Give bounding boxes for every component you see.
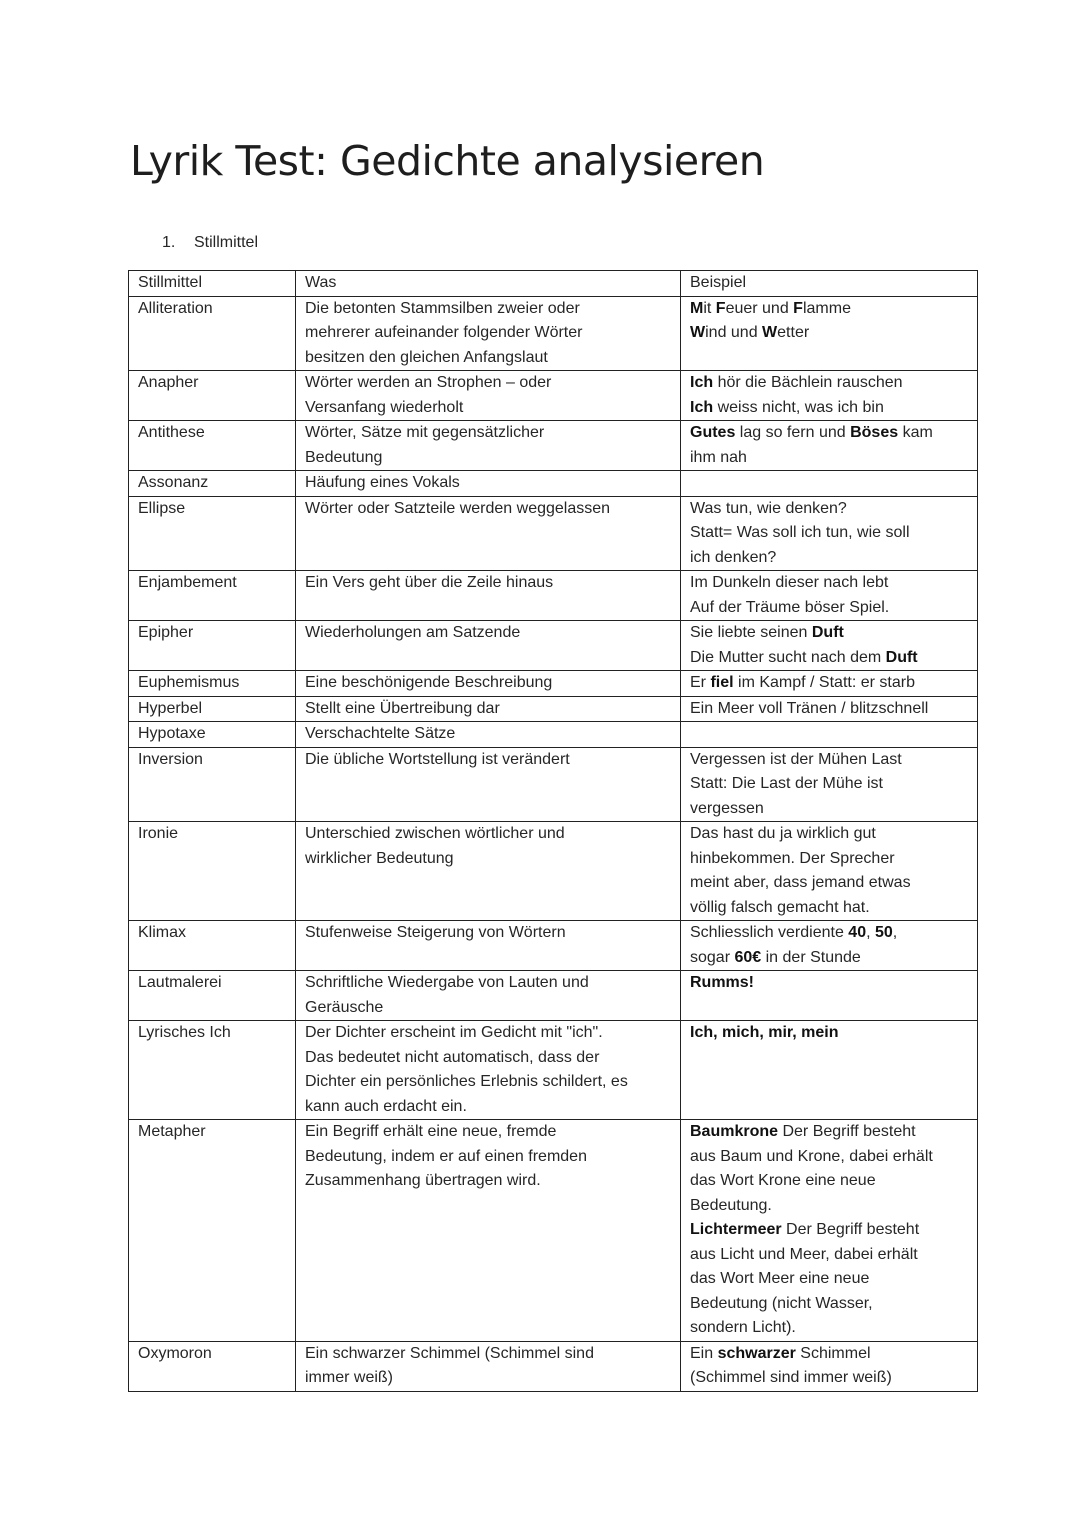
cell-line: mehrerer aufeinander folgender Wörter [305, 324, 583, 341]
cell-was [296, 971, 681, 1021]
table-row [129, 496, 978, 571]
cell-line: Geräusche [305, 998, 384, 1016]
example-emphasis: Ich [690, 374, 714, 391]
cell-beispiel [681, 671, 978, 697]
cell-line: Eine beschönigende Beschreibung [305, 674, 553, 691]
example-emphasis: Duft [885, 648, 918, 666]
example-text: Der Begriff besteht [781, 1221, 920, 1238]
example-text: kam [898, 424, 933, 441]
cell-line: Der Dichter erscheint im Gedicht mit "ich". [305, 1024, 603, 1041]
example-line [690, 822, 973, 847]
example-emphasis: Böses [850, 424, 899, 441]
cell-line: Wörter oder Satzteile werden weggelassen [305, 499, 611, 517]
example-text: Statt= Was soll ich tun, wie soll [690, 524, 910, 541]
example-text: ind und [705, 324, 763, 341]
cell-beispiel [681, 822, 978, 921]
header-stillmittel: Stillmittel [129, 271, 296, 297]
cell-line: Wörter, Sätze mit gegensätzlicher [305, 424, 545, 441]
example-text: hör die Bächlein rauschen [713, 374, 903, 391]
cell-stilmittel: Inversion [129, 747, 296, 822]
stilmittel-table [128, 270, 978, 1392]
example-emphasis: F [793, 299, 803, 317]
section-label: Stillmittel [194, 234, 259, 251]
example-line [690, 748, 973, 773]
cell-line: Ein Begriff erhält eine neue, fremde [305, 1123, 557, 1140]
example-text: (Schimmel sind immer weiß) [690, 1369, 892, 1386]
cell-line: Wiederholungen am Satzende [305, 624, 521, 641]
example-text: Schimmel [795, 1344, 871, 1362]
example-text: sogar [690, 948, 735, 966]
example-text: Ein [690, 1344, 718, 1362]
example-line [690, 1169, 973, 1194]
example-text: aus Baum und Krone, dabei erhält [690, 1147, 933, 1165]
example-line [690, 671, 973, 696]
table-row [129, 722, 978, 748]
example-line [690, 521, 973, 546]
cell-was [296, 921, 681, 971]
example-text: das Wort Krone eine neue [690, 1172, 876, 1189]
cell-line: Zusammenhang übertragen wird. [305, 1172, 541, 1189]
example-line [690, 1316, 973, 1341]
cell-was [296, 1120, 681, 1342]
cell-beispiel [681, 571, 978, 621]
cell-line: Ein schwarzer Schimmel (Schimmel sind [305, 1344, 594, 1362]
example-line [690, 1120, 973, 1145]
example-text: , [866, 924, 875, 941]
example-text: etter [777, 324, 810, 341]
cell-line: Ein Vers geht über die Zeile hinaus [305, 574, 554, 591]
cell-stilmittel: Oxymoron [129, 1341, 296, 1391]
cell-stilmittel: Alliteration [129, 296, 296, 371]
example-text: Im Dunkeln dieser nach lebt [690, 574, 889, 591]
example-emphasis: Gutes [690, 424, 736, 441]
cell-beispiel [681, 496, 978, 571]
example-line [690, 847, 973, 872]
cell-stilmittel: Epipher [129, 621, 296, 671]
example-emphasis: W [762, 324, 778, 341]
cell-was [296, 421, 681, 471]
cell-stilmittel: Assonanz [129, 471, 296, 497]
cell-was [296, 496, 681, 571]
example-line [690, 1194, 973, 1219]
cell-beispiel [681, 371, 978, 421]
example-text: Sie liebte seinen [690, 624, 812, 641]
example-text: , [892, 924, 898, 941]
example-line [690, 596, 973, 621]
example-line [690, 1145, 973, 1170]
table-row [129, 296, 978, 371]
example-emphasis: Ich [690, 398, 714, 416]
example-line [690, 621, 973, 646]
cell-line: Bedeutung [305, 448, 383, 466]
example-line [690, 1243, 973, 1268]
cell-stilmittel: Anapher [129, 371, 296, 421]
table-row [129, 421, 978, 471]
cell-stilmittel: Lyrisches Ich [129, 1021, 296, 1120]
example-text: ihm nah [690, 448, 747, 466]
example-text: vergessen [690, 799, 764, 817]
example-line [690, 871, 973, 896]
example-line [690, 697, 973, 722]
example-text: das Wort Meer eine neue [690, 1270, 870, 1287]
example-text: weiss nicht, was ich bin [713, 398, 884, 416]
cell-beispiel [681, 696, 978, 722]
example-line [690, 896, 973, 921]
example-emphasis: F [715, 299, 726, 317]
example-text: Schliesslich verdiente [690, 924, 849, 941]
example-text: it [703, 299, 716, 317]
cell-line: Stellt eine Übertreibung dar [305, 699, 500, 717]
cell-was [296, 621, 681, 671]
cell-was [296, 471, 681, 497]
section-heading [162, 232, 258, 254]
cell-stilmittel: Lautmalerei [129, 971, 296, 1021]
table-header-row [129, 271, 978, 297]
example-line [690, 1292, 973, 1317]
example-text: euer und [725, 299, 794, 317]
example-text: Auf der Träume böser Spiel. [690, 598, 890, 616]
example-emphasis: fiel [710, 674, 734, 691]
example-text: völlig falsch gemacht hat. [690, 898, 870, 916]
example-text: hinbekommen. Der Sprecher [690, 849, 895, 867]
cell-was [296, 747, 681, 822]
cell-line: besitzen den gleichen Anfangslaut [305, 348, 548, 366]
example-line [690, 421, 973, 446]
example-emphasis: M [690, 299, 704, 317]
cell-stilmittel: Euphemismus [129, 671, 296, 697]
cell-line: Wörter werden an Strophen – oder [305, 374, 552, 391]
cell-beispiel [681, 296, 978, 371]
cell-beispiel [681, 722, 978, 748]
example-text: im Kampf / Statt: er starb [733, 674, 915, 691]
example-text: Der Begriff besteht [778, 1123, 916, 1140]
example-text: aus Licht und Meer, dabei erhält [690, 1245, 918, 1263]
example-line [690, 371, 973, 396]
example-line [690, 1021, 973, 1046]
cell-line: Das bedeutet nicht automatisch, dass der [305, 1048, 600, 1066]
example-emphasis: 50 [874, 924, 893, 941]
header-beispiel: Beispiel [681, 271, 978, 297]
example-line [690, 946, 973, 971]
cell-beispiel [681, 971, 978, 1021]
example-text: Das hast du ja wirklich gut [690, 825, 876, 842]
cell-beispiel [681, 621, 978, 671]
example-line [690, 321, 973, 346]
cell-line: Dichter ein persönliches Erlebnis schildert, es [305, 1073, 628, 1090]
cell-was [296, 696, 681, 722]
example-emphasis: Ich, mich, mir, mein [690, 1024, 839, 1041]
table-row [129, 971, 978, 1021]
example-emphasis: Rumms! [690, 974, 755, 991]
table-row [129, 371, 978, 421]
example-text: Bedeutung. [690, 1196, 772, 1214]
table-row [129, 822, 978, 921]
table-row [129, 696, 978, 722]
table-row [129, 621, 978, 671]
cell-line: Schriftliche Wiedergabe von Lauten und [305, 974, 589, 991]
example-text: Er [690, 674, 711, 691]
cell-beispiel [681, 421, 978, 471]
example-text: Die Mutter sucht nach dem [690, 648, 886, 666]
table-body [129, 296, 978, 1391]
cell-line: wirklicher Bedeutung [305, 849, 454, 867]
example-text: in der Stunde [761, 948, 861, 966]
cell-stilmittel: Ironie [129, 822, 296, 921]
example-emphasis: schwarzer [717, 1344, 796, 1362]
cell-line: Bedeutung, indem er auf einen fremden [305, 1147, 587, 1165]
table-row [129, 571, 978, 621]
example-line [690, 1267, 973, 1292]
example-line [690, 497, 973, 522]
example-emphasis: 60€ [734, 948, 762, 966]
example-text: lamme [802, 299, 851, 317]
cell-stilmittel: Hyperbel [129, 696, 296, 722]
example-text: Vergessen ist der Mühen Last [690, 750, 902, 768]
cell-line: Häufung eines Vokals [305, 474, 460, 491]
example-line [690, 546, 973, 571]
cell-stilmittel: Ellipse [129, 496, 296, 571]
example-text: Statt: Die Last der Mühe ist [690, 775, 883, 792]
cell-beispiel [681, 747, 978, 822]
example-line [690, 297, 973, 322]
cell-line: Stufenweise Steigerung von Wörtern [305, 924, 566, 941]
cell-stilmittel: Hypotaxe [129, 722, 296, 748]
example-emphasis: Baumkrone [690, 1123, 779, 1140]
cell-line: Unterschied zwischen wörtlicher und [305, 825, 565, 842]
cell-was [296, 1341, 681, 1391]
header-was: Was [296, 271, 681, 297]
cell-beispiel [681, 921, 978, 971]
table-row [129, 671, 978, 697]
cell-line: Versanfang wiederholt [305, 398, 464, 416]
example-line [690, 797, 973, 822]
example-text: Ein Meer voll Tränen / blitzschnell [690, 699, 929, 717]
cell-stilmittel: Metapher [129, 1120, 296, 1342]
example-line [690, 921, 973, 946]
cell-was [296, 1021, 681, 1120]
cell-was [296, 722, 681, 748]
example-text: Bedeutung (nicht Wasser, [690, 1294, 873, 1312]
table-row [129, 1341, 978, 1391]
cell-line: Verschachtelte Sätze [305, 725, 456, 742]
cell-was [296, 671, 681, 697]
cell-stilmittel: Enjambement [129, 571, 296, 621]
example-line [690, 646, 973, 671]
example-line [690, 446, 973, 471]
example-text: lag so fern und [735, 424, 851, 441]
cell-stilmittel: Antithese [129, 421, 296, 471]
example-text: sondern Licht). [690, 1319, 796, 1336]
cell-beispiel [681, 1021, 978, 1120]
example-line [690, 1342, 973, 1367]
example-line [690, 396, 973, 421]
cell-was [296, 296, 681, 371]
example-text: ich denken? [690, 548, 777, 566]
example-line [690, 1218, 973, 1243]
cell-line: kann auch erdacht ein. [305, 1097, 467, 1115]
example-text: meint aber, dass jemand etwas [690, 874, 911, 891]
table-row [129, 747, 978, 822]
cell-line: Die betonten Stammsilben zweier oder [305, 299, 580, 317]
example-emphasis: W [690, 324, 706, 341]
example-text: Was tun, wie denken? [690, 499, 847, 517]
table-row [129, 1021, 978, 1120]
example-line [690, 971, 973, 996]
cell-was [296, 571, 681, 621]
example-emphasis: Lichtermeer [690, 1221, 782, 1238]
cell-beispiel [681, 471, 978, 497]
section-number: 1. [162, 234, 176, 251]
cell-stilmittel: Klimax [129, 921, 296, 971]
cell-was [296, 822, 681, 921]
example-line [690, 772, 973, 797]
example-line [690, 571, 973, 596]
example-emphasis: 40 [848, 924, 867, 941]
cell-was [296, 371, 681, 421]
cell-line: immer weiß) [305, 1369, 393, 1386]
table-row [129, 471, 978, 497]
cell-line: Die übliche Wortstellung ist verändert [305, 750, 570, 768]
table-row [129, 921, 978, 971]
page-title: Lyrik Test: Gedichte analysieren [130, 137, 765, 185]
example-emphasis: Duft [811, 624, 844, 641]
table-row [129, 1120, 978, 1342]
example-line [690, 1366, 973, 1391]
cell-beispiel [681, 1120, 978, 1342]
cell-beispiel [681, 1341, 978, 1391]
